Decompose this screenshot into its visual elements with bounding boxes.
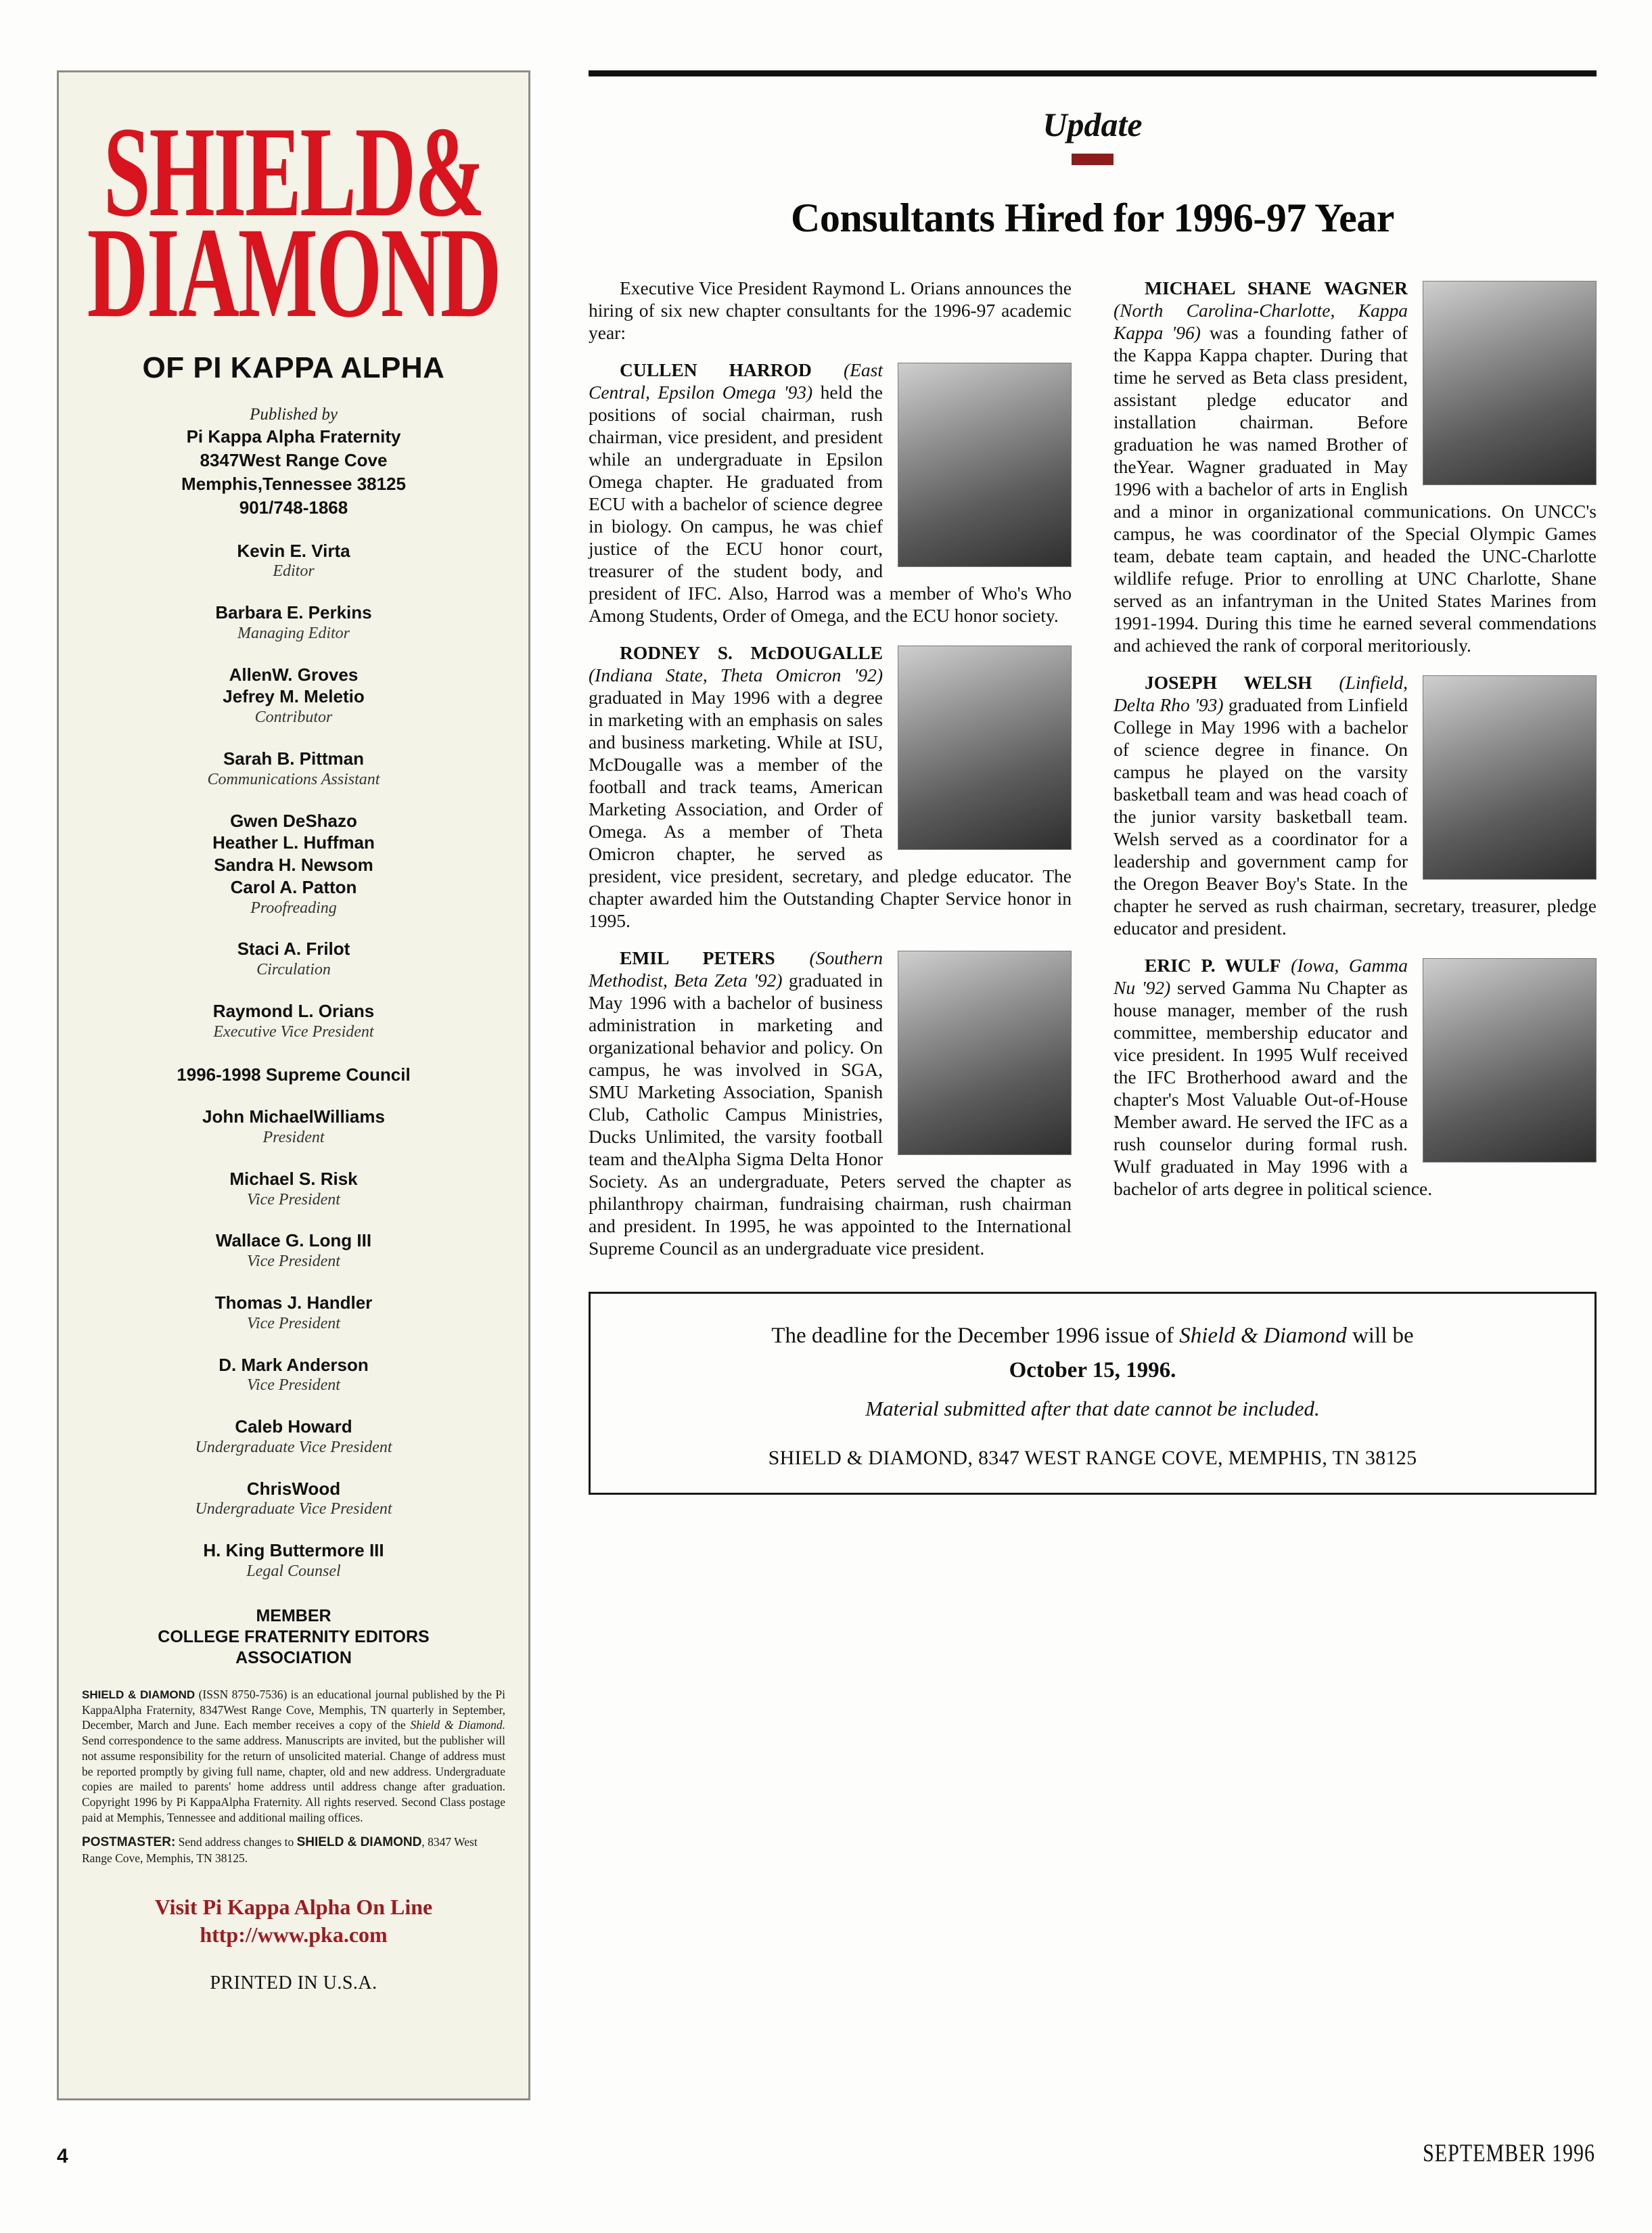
staff-entry <box>82 1000 505 1042</box>
staff-entry <box>82 938 505 980</box>
masthead-sidebar <box>57 70 530 2100</box>
postmaster-label: POSTMASTER: <box>82 1834 176 1849</box>
council-member-entry <box>82 1106 505 1148</box>
article-intro-paragraph: Executive Vice President Raymond L. Orians announces the hiring of six new chapter consultants for the 1996-97 academic year: <box>589 277 1072 343</box>
council-member-role: Undergraduate Vice President <box>195 1500 392 1518</box>
published-by-label: Published by <box>250 405 338 424</box>
page-footer <box>57 2139 1595 2168</box>
staff-entry <box>82 602 505 644</box>
consultant-bio: graduated from Linfield College in May 1996 with a bachelor of science degree in finance. On campus he played on the varsity basketball team and was head coach of the junior varsity basketball team. Welsh served as a coordinator for a leadership and government camp for the Oregon Beaver Boy's State. In the chapter he served as rush chairman, secretary, treasurer, pledge educator and president. <box>1114 694 1597 939</box>
logo-line-shield: SHIELD& <box>103 99 484 244</box>
consultant-portrait <box>898 646 1072 850</box>
issue-date: SEPTEMBER 1996 <box>1423 2139 1595 2167</box>
deadline-address: SHIELD & DIAMOND, 8347 WEST RANGE COVE, MEMPHIS, TN 38125 <box>768 1446 1417 1469</box>
consultant-entry <box>589 641 1072 932</box>
deadline-text-c: will be <box>1346 1324 1414 1348</box>
publisher-name: Pi Kappa Alpha Fraternity <box>186 426 401 447</box>
consultant-affiliation: (Linfield, Delta Rho '93) <box>1114 672 1408 715</box>
consultant-name: ERIC P. WULF <box>1145 955 1281 976</box>
publisher-phone: 901/748-1868 <box>239 497 348 518</box>
consultant-bio: graduated in May 1996 with a degree in marketing with an emphasis on sales and business marketing. While at ISU, McDougalle was a member of the football and track teams, American Marketing Association, and Order of Omega. As a member of Theta Omicron chapter, he served as president, vice president, secretary, and pledge educator. The chapter awarded him the Outstanding Chapter Service honor in 1995. <box>589 687 1072 931</box>
logo-line-diamond: DIAMOND <box>87 200 501 344</box>
council-member-role: Vice President <box>247 1190 340 1209</box>
printed-in-usa: PRINTED IN U.S.A. <box>210 1972 377 1993</box>
staff-name: Raymond L. Orians <box>212 1000 375 1021</box>
article-column-left <box>589 277 1072 1274</box>
council-member-entry <box>82 1230 505 1271</box>
consultant-entry <box>589 947 1072 1259</box>
staff-name: Kevin E. Virta <box>237 540 350 561</box>
article-columns <box>589 277 1597 1274</box>
staff-name: Heather L. Huffman <box>212 832 375 853</box>
staff-name: Barbara E. Perkins <box>215 602 372 623</box>
page-number: 4 <box>57 2145 68 2167</box>
consultant-entry <box>1114 277 1597 656</box>
consultant-entry <box>589 359 1072 627</box>
staff-name: Staci A. Frilot <box>237 939 350 960</box>
section-kicker: Update <box>1042 106 1143 143</box>
staff-name: Carol A. Patton <box>230 876 357 897</box>
consultant-bio: held the positions of social chairman, rush chairman, vice president, and president while an undergraduate in Epsilon Omega chapter. He graduated from ECU with a bachelor of science degree in biology. On campus, he was chief justice of the ECU honor court, treasurer of the student body, and president of IFC. Also, Harrod was a member of Who's Who Among Students, Order of Omega, and the ECU honor society. <box>589 382 1072 626</box>
colophon-italic-title: Shield & Diamond. <box>410 1718 505 1732</box>
publication-logo <box>82 99 505 344</box>
council-member-role: Undergraduate Vice President <box>195 1438 392 1456</box>
council-member-entry <box>82 1478 505 1520</box>
colophon-body-1: is an educational journal published by the Pi KappaAlpha Fraternity, 8347West Range Cove, Memphis, TN quarterly in September, December, March and June. Each member receives a copy of the <box>82 1687 505 1732</box>
staff-entry <box>82 748 505 790</box>
council-member-entry <box>82 1292 505 1334</box>
staff-name: Sarah B. Pittman <box>223 748 365 769</box>
council-member-role: Legal Counsel <box>246 1562 341 1580</box>
postmaster-notice <box>82 1834 505 1866</box>
staff-role: Executive Vice President <box>213 1022 374 1041</box>
staff-role: Contributor <box>254 708 333 727</box>
colophon-paragraph <box>82 1687 505 1826</box>
consultant-name: EMIL PETERS <box>620 947 775 968</box>
publisher-city: Memphis,Tennessee 38125 <box>181 474 406 495</box>
header-rule <box>589 70 1597 76</box>
publisher-street: 8347West Range Cove <box>200 449 388 470</box>
staff-role: Managing Editor <box>237 624 350 642</box>
page-title: Consultants Hired for 1996-97 Year <box>791 196 1394 240</box>
council-member-name: John MichaelWilliams <box>202 1106 385 1127</box>
consultant-portrait <box>898 951 1072 1155</box>
deadline-text-a: The deadline for the December 1996 issue of <box>771 1324 1180 1348</box>
masthead-subtitle: OF PI KAPPA ALPHA <box>142 351 445 384</box>
supreme-council-list <box>82 1106 505 1581</box>
staff-list <box>82 540 505 1042</box>
council-member-entry <box>82 1539 505 1581</box>
council-member-name: Caleb Howard <box>235 1416 352 1437</box>
consultant-portrait <box>1423 675 1597 880</box>
consultant-entry <box>1114 954 1597 1200</box>
consultant-affiliation: (East Central, Epsilon Omega '93) <box>589 359 884 403</box>
staff-role: Circulation <box>256 961 331 979</box>
council-member-entry <box>82 1354 505 1396</box>
consultant-name: JOSEPH WELSH <box>1145 672 1312 693</box>
staff-name: Gwen DeShazo <box>230 810 357 831</box>
deadline-disclaimer: Material submitted after that date cannot be included. <box>865 1396 1320 1420</box>
membership-line-3: ASSOCIATION <box>235 1648 352 1668</box>
staff-role: Communications Assistant <box>207 770 380 788</box>
council-member-entry <box>82 1168 505 1210</box>
council-member-name: ChrisWood <box>246 1478 341 1499</box>
staff-name: Sandra H. Newsom <box>214 855 373 875</box>
consultant-portrait <box>1423 958 1597 1163</box>
consultant-bio: served Gamma Nu Chapter as house manager, member of the rush committee, membership educator and vice president. In 1995 Wulf received the IFC Brotherhood award and the chapter's Most Valuable Out-of-House Member award. He served the IFC as a rush counselor during formal rush. Wulf graduated in May 1996 with a bachelor of arts degree in political science. <box>1114 977 1433 1199</box>
deadline-date: October 15, 1996. <box>1009 1357 1176 1382</box>
staff-entry <box>82 810 505 918</box>
deadline-line-1 <box>611 1321 1574 1351</box>
consultant-bio: was a founding father of the Kappa Kappa chapter. During that time he served as Beta class president, assistant pledge educator and installation chairman. Before graduation he was named Brother of theYear. Wagner graduated in May 1996 with a bachelor of arts in English and a minor in organizational communications. On UNCC's campus, he was coordinator of the Special Olympic Games team, debate team captain, and headed the UNC-Charlotte wildlife refuge. Prior to enrolling at UNC Charlotte, Shane served as an infantryman in the United States Marines from 1991-1994. During this time he earned several commendations and achieved the rank of corporal meritoriously. <box>1114 322 1597 656</box>
website-url[interactable]: http://www.pka.com <box>200 1922 388 1947</box>
membership-line-2: COLLEGE FRATERNITY EDITORS <box>158 1627 430 1647</box>
staff-name: Jefrey M. Meletio <box>223 686 365 707</box>
council-member-name: Michael S. Risk <box>229 1168 358 1189</box>
consultant-affiliation: (North Carolina-Charlotte, Kappa Kappa '96) <box>1114 300 1408 343</box>
postmaster-publication: SHIELD & DIAMOND <box>296 1834 422 1849</box>
staff-entry <box>82 664 505 727</box>
council-member-entry <box>82 1416 505 1458</box>
website-promo-line-1: Visit Pi Kappa Alpha On Line <box>154 1894 433 1919</box>
consultant-name: MICHAEL SHANE WAGNER <box>1145 277 1408 298</box>
website-promo[interactable] <box>82 1893 505 1949</box>
staff-role: Editor <box>273 562 315 581</box>
council-member-name: D. Mark Anderson <box>219 1354 369 1375</box>
consultant-entry <box>1114 671 1597 939</box>
council-member-name: Thomas J. Handler <box>214 1292 373 1313</box>
colophon-body-2: Send correspondence to the same address. Manuscripts are invited, but the publisher will not assume responsibility for the return of unsolicited material. Change of address must be reported promptly by giving full name, chapter, old and new address. Undergraduate copies are mailed to parents' home address until address change after graduation. Copyright 1996 by Pi KappaAlpha Fraternity. All rights reserved. Second Class postage paid at Memphis, Tennessee and additional mailing offices. <box>82 1734 505 1824</box>
council-member-role: Vice President <box>247 1314 340 1332</box>
deadline-publication-name: Shield & Diamond <box>1179 1324 1347 1348</box>
article-column-right <box>1114 277 1597 1274</box>
staff-entry <box>82 540 505 582</box>
consultant-bio: graduated in May 1996 with a bachelor of business administration in marketing and organizational behavior and policy. On campus, he was involved in SGA, SMU Marketing Association, Spanish Club, Catholic Campus Ministries, Ducks Unlimited, the varsity football team and theAlpha Sigma Delta Honor Society. As an undergraduate, Peters served the chapter as philanthropy chairman, fundraising chairman, rush chairman and president. In 1995, he was appointed to the International Supreme Council as an undergraduate vice president. <box>589 970 1072 1259</box>
consultant-affiliation: (Indiana State, Theta Omicron '92) <box>589 664 883 685</box>
membership-association <box>82 1606 505 1669</box>
membership-line-1: MEMBER <box>256 1606 331 1625</box>
staff-role: Proofreading <box>250 899 337 917</box>
council-member-name: Wallace G. Long III <box>215 1230 372 1251</box>
consultant-name: RODNEY S. McDOUGALLE <box>620 642 883 663</box>
council-member-role: President <box>262 1129 325 1147</box>
consultant-portrait <box>1423 281 1597 485</box>
consultant-portrait <box>898 363 1072 567</box>
colophon-issn: (ISSN 8750-7536) <box>198 1687 288 1701</box>
council-member-name: H. King Buttermore III <box>203 1540 384 1561</box>
article-main <box>589 70 1597 1495</box>
postmaster-text-2: , 8347 West Range Cove, Memphis, TN 38125. <box>82 1834 478 1865</box>
colophon-title: SHIELD & DIAMOND <box>82 1688 196 1701</box>
consultant-affiliation: (Southern Methodist, Beta Zeta '92) <box>589 947 883 991</box>
supreme-council-heading: 1996-1998 Supreme Council <box>177 1064 411 1085</box>
council-member-role: Vice President <box>247 1253 340 1271</box>
postmaster-text-1: Send address changes to <box>175 1834 297 1849</box>
kicker-dash-ornament <box>1072 154 1114 165</box>
council-member-role: Vice President <box>247 1376 340 1395</box>
staff-name: AllenW. Groves <box>229 664 359 685</box>
deadline-notice-box <box>589 1292 1597 1495</box>
consultant-name: CULLEN HARROD <box>620 359 812 380</box>
consultant-affiliation: (Iowa, Gamma Nu '92) <box>1114 955 1408 998</box>
